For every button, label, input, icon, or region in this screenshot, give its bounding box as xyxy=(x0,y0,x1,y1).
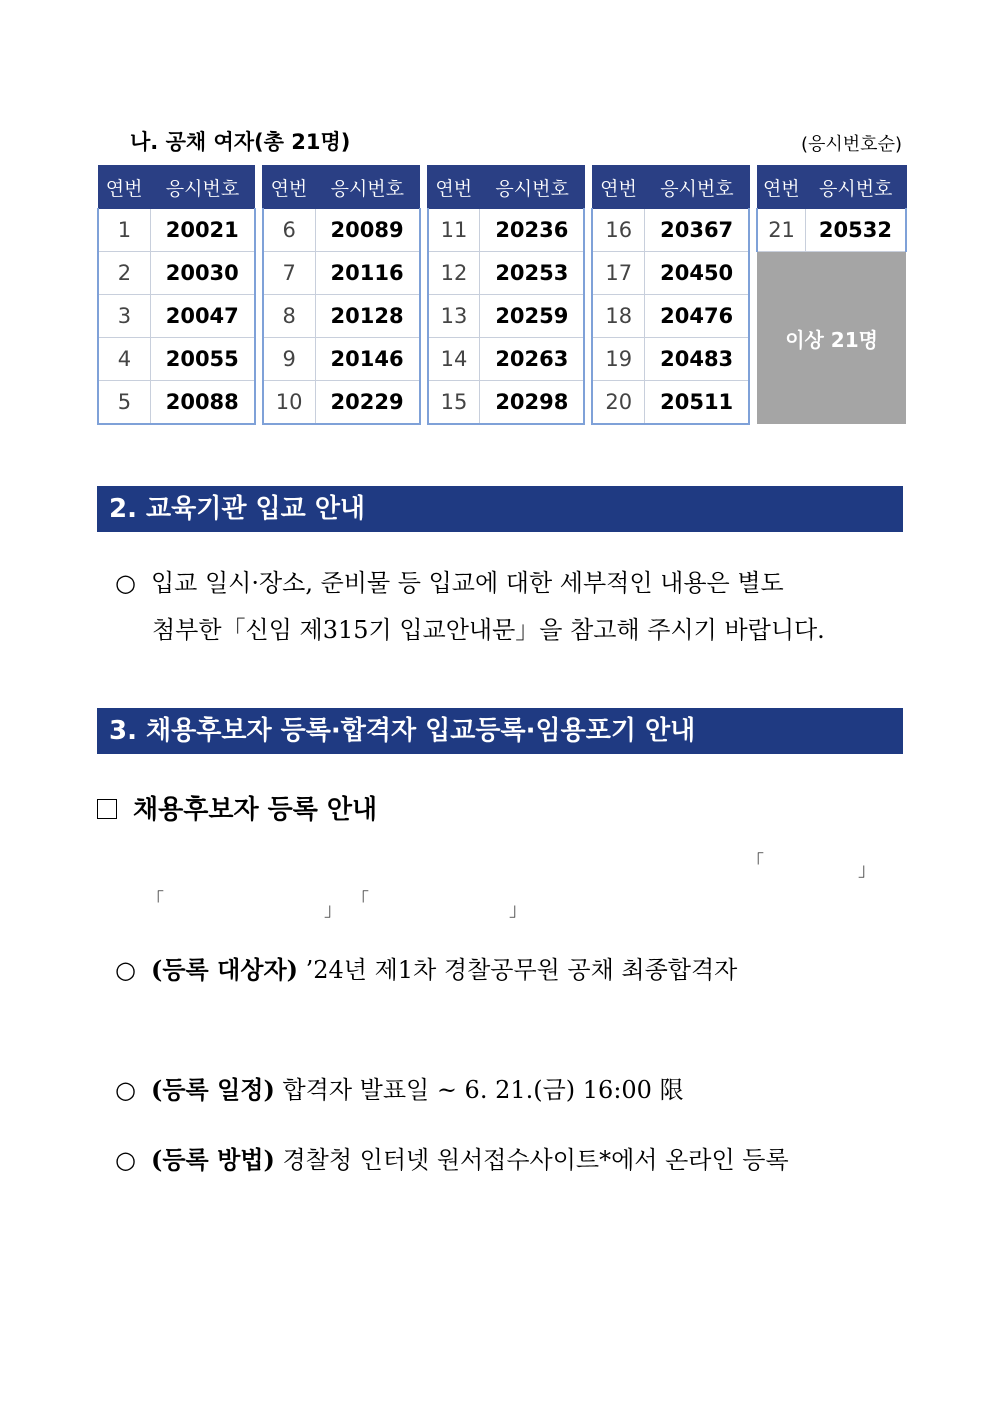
header-exam-no: 응시번호 xyxy=(645,166,750,209)
exam-no-cell: 20116 xyxy=(315,252,420,295)
table-header-row xyxy=(98,166,906,209)
seq-cell: 6 xyxy=(263,209,315,252)
item-label: (등록 대상자) xyxy=(151,955,298,984)
table-row xyxy=(98,252,906,295)
seq-cell: 2 xyxy=(98,252,150,295)
column-gap xyxy=(420,252,428,295)
bullet-icon: ○ xyxy=(115,569,136,597)
section2-paragraph xyxy=(115,560,905,654)
item-value: 합격자 발표일 ~ 6. 21.(금) 16:00 限 xyxy=(282,1076,684,1104)
seq-cell: 3 xyxy=(98,295,150,338)
column-gap xyxy=(420,381,428,425)
header-exam-no: 응시번호 xyxy=(150,166,255,209)
column-gap xyxy=(749,381,757,425)
column-gap xyxy=(420,338,428,381)
seq-cell: 4 xyxy=(98,338,150,381)
exam-no-cell: 20146 xyxy=(315,338,420,381)
roster-table xyxy=(97,165,907,425)
item-label: (등록 일정) xyxy=(151,1075,275,1104)
seq-cell: 5 xyxy=(98,381,150,425)
bullet-icon: ○ xyxy=(115,956,136,984)
bullet-icon: ○ xyxy=(115,1146,136,1174)
subheading-text: 채용후보자 등록 안내 xyxy=(133,795,378,825)
exam-no-cell: 20128 xyxy=(315,295,420,338)
column-gap xyxy=(749,252,757,295)
seq-cell: 12 xyxy=(428,252,480,295)
header-seq: 연번 xyxy=(98,166,150,209)
subheading-row xyxy=(97,789,377,826)
table-row xyxy=(98,209,906,252)
column-gap xyxy=(749,295,757,338)
seq-cell: 16 xyxy=(592,209,644,252)
bracket-close: 」 xyxy=(858,860,876,881)
checkbox-square-icon xyxy=(97,799,117,819)
column-gap xyxy=(584,295,592,338)
list-item xyxy=(115,1070,905,1105)
seq-cell: 7 xyxy=(263,252,315,295)
item-value: 경찰청 인터넷 원서접수사이트*에서 온라인 등록 xyxy=(282,1146,789,1174)
exam-no-cell: 20236 xyxy=(480,209,585,252)
header-seq: 연번 xyxy=(757,166,805,209)
header-exam-no: 응시번호 xyxy=(315,166,420,209)
column-gap xyxy=(749,338,757,381)
exam-no-cell: 20450 xyxy=(645,252,750,295)
summary-total: 이상 21명 xyxy=(757,252,906,425)
exam-no-cell: 20030 xyxy=(150,252,255,295)
exam-no-cell: 20483 xyxy=(645,338,750,381)
seq-cell: 19 xyxy=(592,338,644,381)
section3-banner: 3. 채용후보자 등록·합격자 입교등록·임용포기 안내 xyxy=(97,708,903,754)
header-exam-no: 응시번호 xyxy=(480,166,585,209)
column-gap xyxy=(584,209,592,252)
header-exam-no: 응시번호 xyxy=(805,166,906,209)
exam-no-cell: 20263 xyxy=(480,338,585,381)
bracket-open: 「 xyxy=(146,890,164,911)
item-label: (등록 방법) xyxy=(151,1145,275,1174)
seq-cell: 21 xyxy=(757,209,805,252)
roster-title: 나. 공채 여자(총 21명) xyxy=(130,130,351,154)
exam-no-cell: 20259 xyxy=(480,295,585,338)
seq-cell: 11 xyxy=(428,209,480,252)
section2-banner: 2. 교육기관 입교 안내 xyxy=(97,486,903,532)
section2-line1: 입교 일시·장소, 준비물 등 입교에 대한 세부적인 내용은 별도 xyxy=(151,569,784,597)
exam-no-cell: 20298 xyxy=(480,381,585,425)
bracket-open: 「 xyxy=(351,890,369,911)
column-gap xyxy=(749,166,757,209)
column-gap xyxy=(749,209,757,252)
header-seq: 연번 xyxy=(263,166,315,209)
column-gap xyxy=(584,338,592,381)
exam-no-cell: 20511 xyxy=(645,381,750,425)
list-item xyxy=(115,1140,905,1175)
column-gap xyxy=(420,166,428,209)
seq-cell: 13 xyxy=(428,295,480,338)
list-item xyxy=(115,950,905,985)
seq-cell: 18 xyxy=(592,295,644,338)
bullet-icon: ○ xyxy=(115,1076,136,1104)
bracket-close: 」 xyxy=(324,900,342,921)
exam-no-cell: 20229 xyxy=(315,381,420,425)
exam-no-cell: 20532 xyxy=(805,209,906,252)
seq-cell: 8 xyxy=(263,295,315,338)
bracket-close: 」 xyxy=(509,900,527,921)
column-gap xyxy=(255,381,263,425)
column-gap xyxy=(255,252,263,295)
exam-no-cell: 20089 xyxy=(315,209,420,252)
column-gap xyxy=(584,252,592,295)
column-gap xyxy=(255,295,263,338)
seq-cell: 20 xyxy=(592,381,644,425)
seq-cell: 17 xyxy=(592,252,644,295)
exam-no-cell: 20021 xyxy=(150,209,255,252)
section2-line1-row xyxy=(115,560,905,607)
column-gap xyxy=(420,295,428,338)
bracket-open: 「 xyxy=(746,852,764,873)
column-gap xyxy=(255,166,263,209)
exam-no-cell: 20253 xyxy=(480,252,585,295)
seq-cell: 15 xyxy=(428,381,480,425)
header-seq: 연번 xyxy=(428,166,480,209)
seq-cell: 9 xyxy=(263,338,315,381)
exam-no-cell: 20476 xyxy=(645,295,750,338)
exam-no-cell: 20047 xyxy=(150,295,255,338)
column-gap xyxy=(584,381,592,425)
roster-order-note: (응시번호순) xyxy=(801,134,902,155)
exam-no-cell: 20088 xyxy=(150,381,255,425)
seq-cell: 1 xyxy=(98,209,150,252)
exam-no-cell: 20367 xyxy=(645,209,750,252)
section2-line2: 첨부한「신임 제315기 입교안내문」을 참고해 주시기 바랍니다. xyxy=(152,616,825,644)
header-seq: 연번 xyxy=(592,166,644,209)
seq-cell: 10 xyxy=(263,381,315,425)
column-gap xyxy=(584,166,592,209)
seq-cell: 14 xyxy=(428,338,480,381)
column-gap xyxy=(255,209,263,252)
exam-no-cell: 20055 xyxy=(150,338,255,381)
column-gap xyxy=(255,338,263,381)
item-value: ’24년 제1차 경찰공무원 공채 최종합격자 xyxy=(305,956,738,984)
column-gap xyxy=(420,209,428,252)
